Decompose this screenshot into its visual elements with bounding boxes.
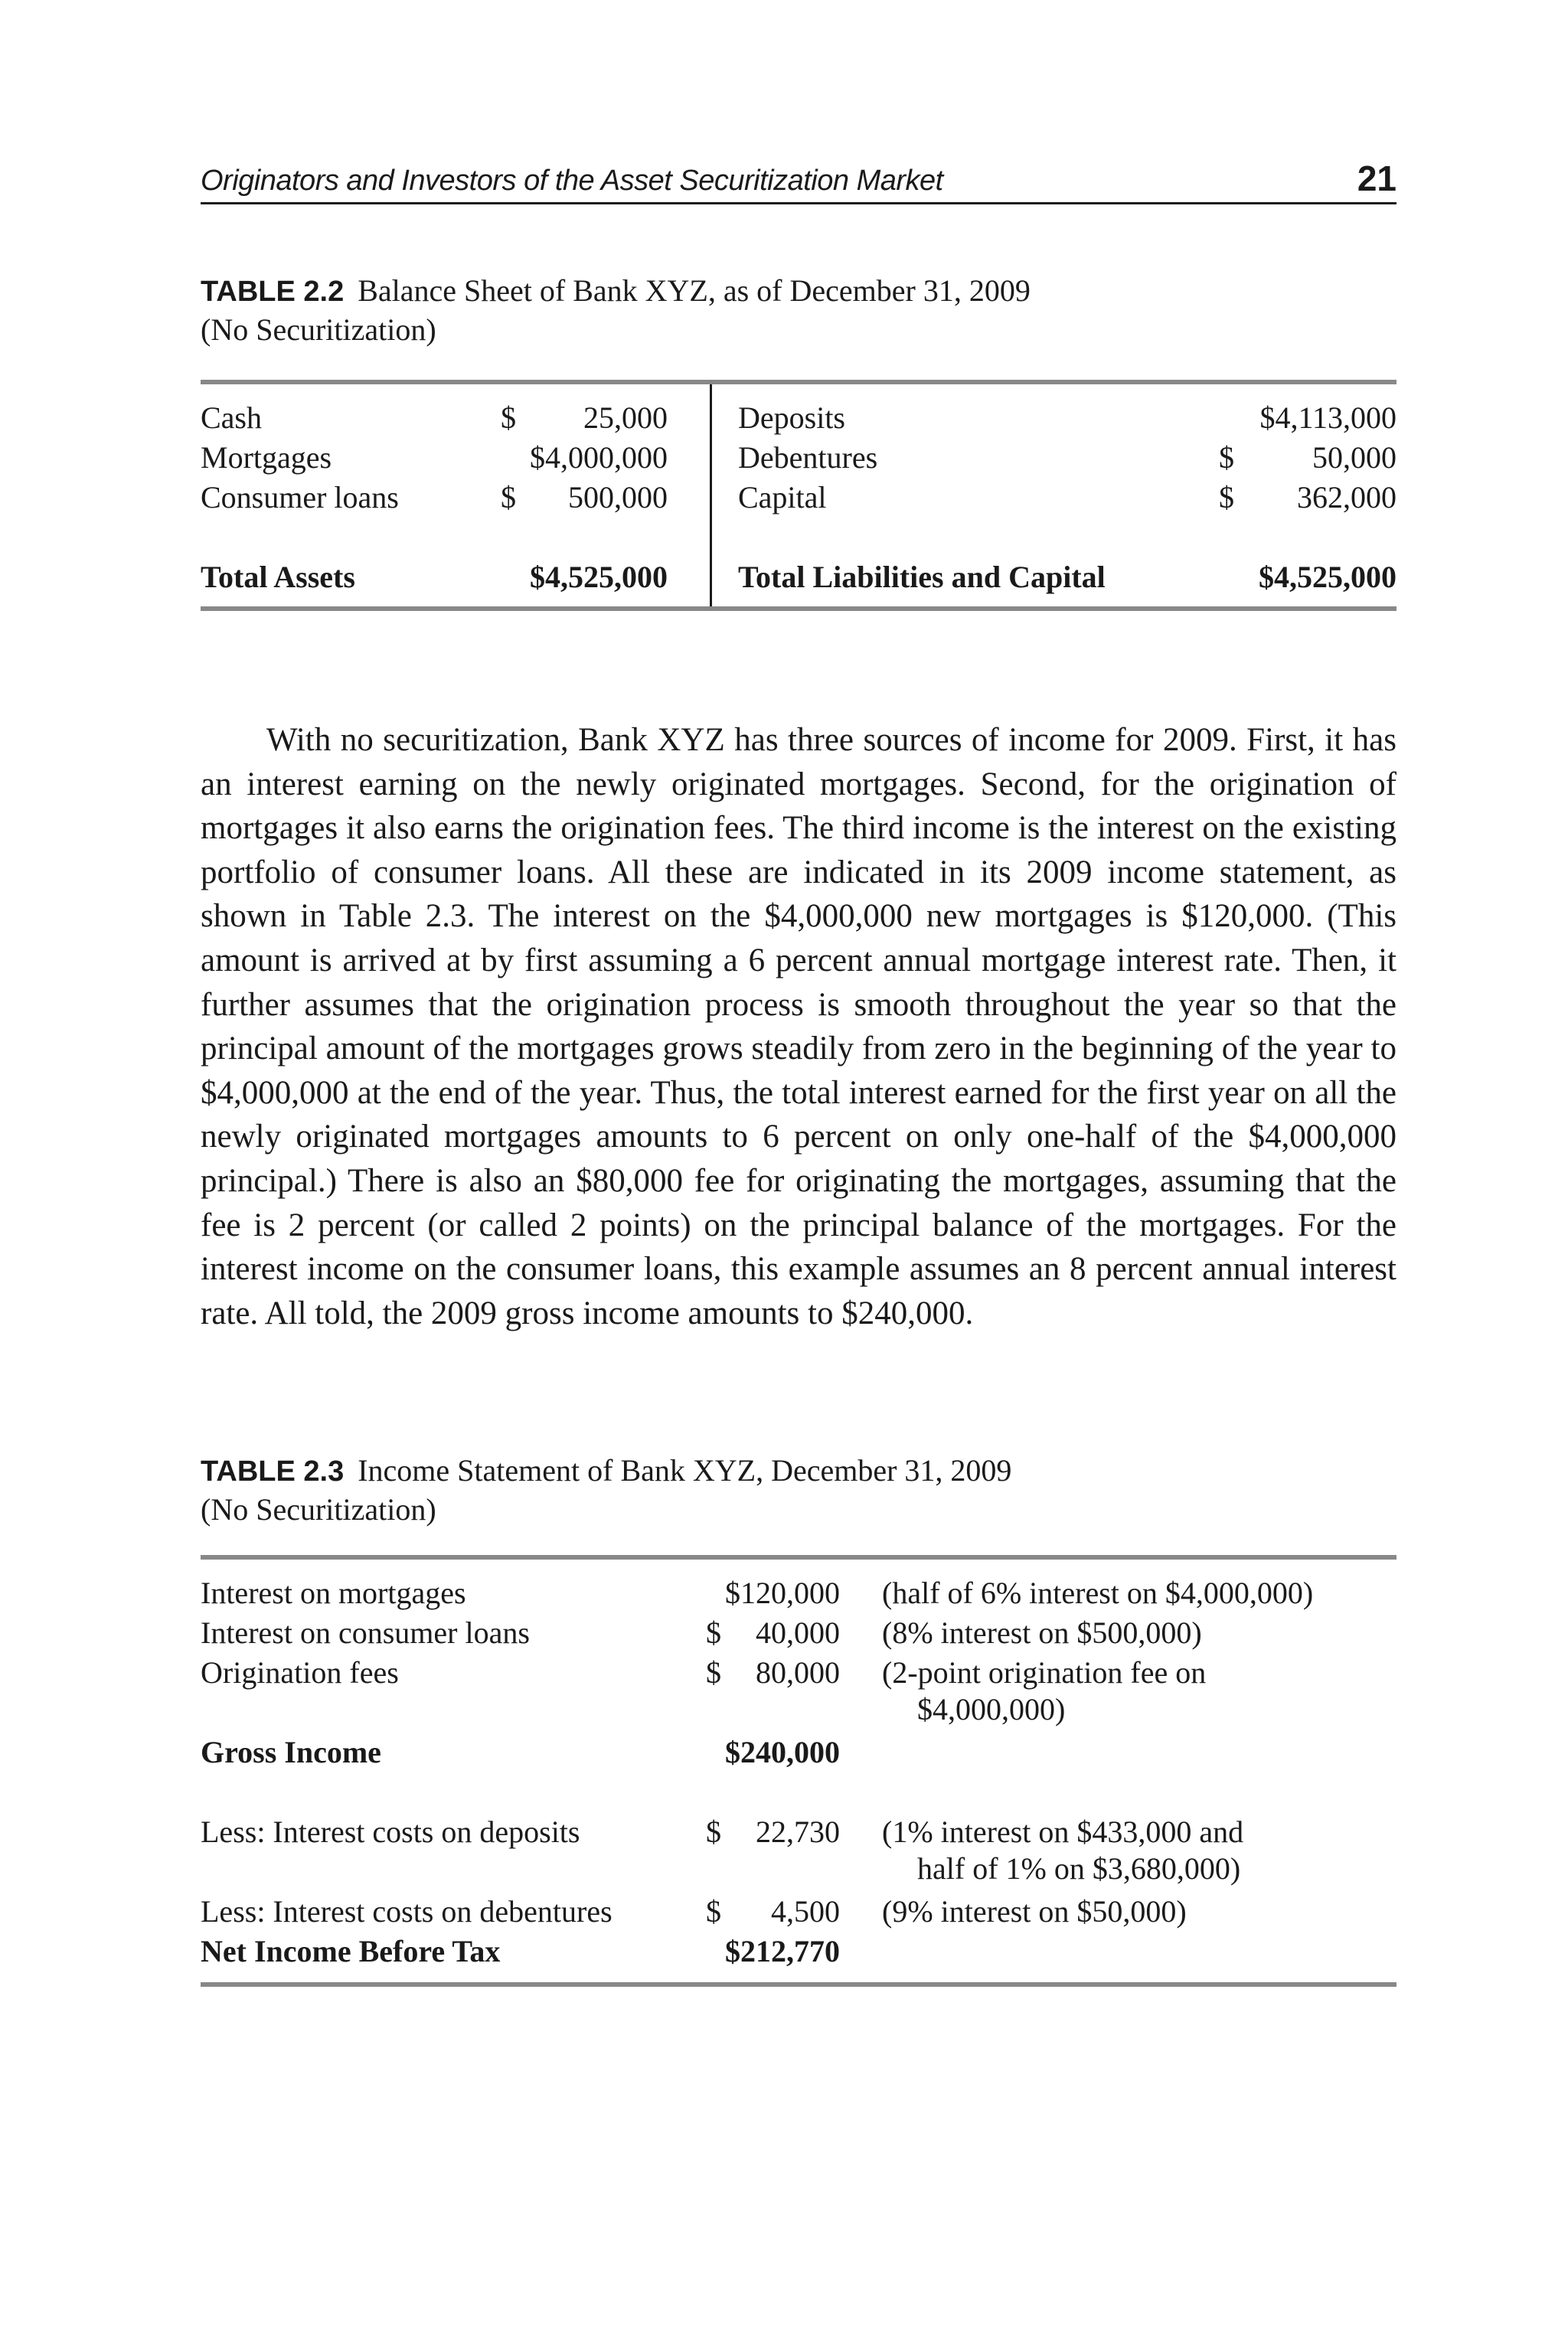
income-note: (9% interest on $50,000) xyxy=(882,1894,1187,1929)
liability-label: Deposits xyxy=(738,400,845,435)
liability-label: Debentures xyxy=(738,440,878,475)
table-2-2-label: TABLE 2.2 xyxy=(201,276,345,308)
liability-row: Capital $ 362,000 xyxy=(738,478,1396,518)
asset-label: Mortgages xyxy=(201,440,332,475)
total-liabilities-label: Total Liabilities and Capital xyxy=(738,560,1106,594)
liability-label: Capital xyxy=(738,480,827,514)
table-2-2-caption xyxy=(201,272,1396,349)
book-page xyxy=(201,153,1396,1987)
total-assets-label: Total Assets xyxy=(201,560,355,594)
table-2-2-title: Balance Sheet of Bank XYZ, as of December 31, 2009 xyxy=(358,273,1031,308)
income-note-continuation-row xyxy=(201,1849,1396,1889)
income-row: Less: Interest costs on deposits $ 22,730 (1% interest on $433,000 and xyxy=(201,1812,1396,1852)
liability-row: Debentures $ 50,000 xyxy=(738,438,1396,478)
income-label: Less: Interest costs on deposits xyxy=(201,1815,580,1850)
asset-row: Mortgages $4,000,000 xyxy=(201,438,668,478)
running-head-title: Originators and Investors of the Asset Securitization Market xyxy=(201,165,943,197)
table-2-3-caption xyxy=(201,1452,1396,1529)
asset-label: Cash xyxy=(201,400,262,435)
income-label: Less: Interest costs on debentures xyxy=(201,1894,612,1929)
total-liabilities-row: Total Liabilities and Capital $4,525,000 xyxy=(738,557,1396,597)
gross-income-label: Gross Income xyxy=(201,1735,381,1770)
income-statement-table xyxy=(201,1560,1396,1982)
income-label: Interest on mortgages xyxy=(201,1576,466,1611)
running-head xyxy=(201,153,1396,204)
table-2-3-label: TABLE 2.3 xyxy=(201,1455,345,1488)
asset-row: Cash $ 25,000 xyxy=(201,398,668,438)
income-row: Interest on consumer loans $ 40,000 (8% interest on $500,000) xyxy=(201,1613,1396,1653)
body-paragraph: With no securitization, Bank XYZ has three sources of income for 2009. First, it has an interest earning on the newly originated mortgages. Second, for the origination of mortgages it also earns the origination fees. The third income is the interest on the existing portfolio of consumer loans. All these are indicated in its 2009 income statement, as shown in Table 2.3. The interest on the $4,000,000 new mortgages is $120,000. (This amount is arrived at by first assuming a 6 percent annual mortgage interest rate. Then, it further assumes that the origination process is smooth throughout the year so that the principal amount of the mortgages grows steadily from zero in the beginning of the year to $4,000,000 at the end of the year. Thus, the total interest earned for the first year on all the newly originated mortgages amounts to 6 percent on only one-half of the $4,000,000 principal.) There is also an $80,000 fee for originating the mortgages, assuming that the fee is 2 percent (or called 2 points) on the principal balance of the mortgages. For the interest income on the consumer loans, this example assumes an 8 percent annual interest rate. All told, the 2009 gross income amounts to $240,000. xyxy=(201,722,1396,1331)
page-number: 21 xyxy=(1357,158,1396,198)
income-row: Origination fees $ 80,000 (2-point origination fee on xyxy=(201,1653,1396,1693)
income-note: (8% interest on $500,000) xyxy=(882,1615,1202,1651)
net-income-row: Net Income Before Tax $212,770 xyxy=(201,1932,1396,1971)
income-note: (2-point origination fee on xyxy=(882,1655,1207,1690)
income-row: Less: Interest costs on debentures $ 4,500 (9% interest on $50,000) xyxy=(201,1892,1396,1932)
income-note: (half of 6% interest on $4,000,000) xyxy=(882,1576,1314,1611)
income-row: Interest on mortgages $120,000 (half of 6% interest on $4,000,000) xyxy=(201,1573,1396,1613)
liability-row: Deposits $4,113,000 xyxy=(738,398,1396,438)
table-2-3-bottom-rule xyxy=(201,1982,1396,1987)
balance-sheet-table xyxy=(201,384,1396,606)
gross-income-row: Gross Income $240,000 xyxy=(201,1733,1396,1772)
balance-sheet-divider xyxy=(710,384,712,606)
asset-label: Consumer loans xyxy=(201,480,399,514)
income-note-continuation: $4,000,000) xyxy=(917,1692,1066,1727)
income-note-continuation-row xyxy=(201,1690,1396,1730)
table-2-3-subtitle: (No Securitization) xyxy=(201,1492,436,1527)
total-assets-row: Total Assets $4,525,000 xyxy=(201,557,668,597)
income-label: Origination fees xyxy=(201,1655,399,1690)
table-2-2-subtitle: (No Securitization) xyxy=(201,312,436,347)
net-income-label: Net Income Before Tax xyxy=(201,1934,501,1969)
asset-row: Consumer loans $ 500,000 xyxy=(201,478,668,518)
income-note: (1% interest on $433,000 and xyxy=(882,1815,1244,1850)
income-label: Interest on consumer loans xyxy=(201,1615,530,1651)
table-2-2-bottom-rule xyxy=(201,606,1396,611)
table-2-3-title: Income Statement of Bank XYZ, December 31, 2009 xyxy=(358,1453,1012,1488)
income-note-continuation: half of 1% on $3,680,000) xyxy=(917,1851,1241,1886)
